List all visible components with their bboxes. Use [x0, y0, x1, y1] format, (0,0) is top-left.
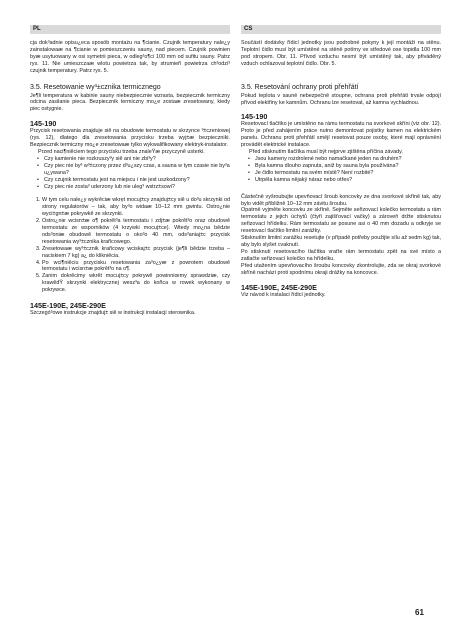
list-item: 3. Zresetowaæ wy³±cznik krañcowy wciskaj±c przycisk (je¶li bêdzie trzeba – naciskiem 7 kg) a¿ do klikniêcia.	[42, 246, 230, 260]
list-item: • Czy piec nie zosta³ uderzony lub nie uleg³ wstrz±sowi?	[44, 184, 230, 191]
czech-column	[241, 25, 441, 299]
cs-step-remove: Opatrně vyjměte koncovku ze skříně. Sejměte seřizovací kolečko termostatu a rám termostatu z jejich úchytů (čtyři zajišťovací vačky) a zároveň držte stisknutou seřizovací hřídelku. Rám termostatu se posune asi o 40 mm dozadu a odkryje se resetovací tlačítko limitní zarážky.	[241, 207, 441, 235]
pl-steps-list	[30, 197, 230, 294]
list-item: • Czy piec nie by³ w³±czony przez d³u¿szy czas, a sauna w tym czasie nie by³a u¿ywana?	[44, 163, 230, 177]
list-item: 2. Ostro¿nie wcisn±æ o¶ pokrêt³a termostatu i zdj±æ pokrêt³o oraz obudowê termostatu ze wsporników (4 krzywki mocuj±ce). Wtedy mo¿na bêdzie ods³oniæ obudowê termostatu o oko³o 40 mm, ods³aniaj±c przycisk resetowania wy³±cznika krañcowego.	[42, 218, 230, 246]
cs-intro-paragraph: Součástí dodávky řídicí jednotky jsou podrobné pokyny k její montáži na stěnu. Teplotní čidlo musí být umístěné na stěně potírny ve středové ose topidla 100 mm pod stropem. Obr. 11. Přívod vzduchu nesmí být umístěný tak, aby přiváděný vzduch ochlazoval teplotní čidlo. Obr. 5.	[241, 40, 441, 67]
cs-check-list	[241, 156, 441, 184]
pl-reset-intro: Je¶li temperatura w kabinie sauny niebezpiecznie wzrasta, bezpiecznik termiczny odcina zasilanie pieca. Bezpiecznik termiczny mo¿e zostaæ zresetowany, kiedy piec ostygnie.	[30, 92, 230, 113]
cs-model-heading-2: 145E-190E, 245E-290E	[241, 283, 317, 293]
list-item: • Utrpěla kamna nějaký náraz nebo otřes?	[255, 177, 441, 184]
cs-reset-intro: Pokud teplota v sauně nebezpečně stoupne, ochrana proti přehřátí trvale odpojí přívod elektřiny ke kamnům. Ochranu lze resetovat, až kamna vychladnou.	[241, 92, 441, 106]
pl-intro-paragraph: cja dok³adnie opisu¿eca sposób montażu na ¶cianie. Czujnik temperatury nale¿y zainstalowaæ na ¶cianie w pomieszczeniu sauny, nad piecem. Czujnik powinien byæ usytuowany w osi symetrii pieca, w odleg³o¶ci 100 mm od sufitu sauny. Patrz rys. 11. Nie umieszczaæ wlotu powietrza tak, by strumieñ powietrza ch³odzi³ czujnik temperatury. Patrz rys. 5.	[30, 40, 230, 74]
list-item: • Je čidlo termostatu na svém místě? Není rozbité?	[255, 170, 441, 177]
list-item: 5. Zanim dokrêcimy wkrêt mocuj±cy pokrywê powinniœmy sprawdziæ, czy krawêdŸ skrzynki elektrycznej wesz³a do koñca w rowek wykonany w pokrywce.	[42, 273, 230, 294]
list-item: • Czy kamienie nie rozkruszy³y siê ani nie zbi³y?	[44, 156, 230, 163]
list-item: • Czy czujnik termostatu jest na miejscu i nie jest uszkodzony?	[44, 177, 230, 184]
list-item: 4. Po wci¶niêciu przycisku resetowania za³o¿yæ z powrotem obudowê termostatu i wcisn±æ pokrêt³o na o¶.	[42, 260, 230, 274]
cs-step-unscrew: Částečně vyšroubujte upevňovací šroub koncovky ze dna svorkové skříně tak, aby bylo vidět přibližně 10–12 mm závitu šroubu.	[241, 193, 441, 207]
list-item: 1. W tym celu nale¿y wykrêciæ wkręt mocuj±cy znajduj±cy siê u do³u skrzynki od strony regulatorów – tak, aby by³o widaæ 10–12 mm gwintu. Ostro¿nie wyci±gn±æ pokrywkê ze skrzynki.	[42, 197, 230, 218]
cs-step-refit: Po stisknutí resetovacího tlačítka vraťte rám termostatu zpět na své místo a zatlačte seřizovací kolečko na hřídelku.	[241, 248, 441, 262]
pl-controller-note: Szczegó³owe instrukcje znajduj± siê w instrukcji instalacji sterownika.	[30, 310, 196, 317]
cs-cause-paragraph: Před stisknutím tlačítka musí být nejprve zjištěna příčina závady.	[249, 149, 403, 156]
page-number: 61	[415, 608, 424, 617]
cs-model-heading-1: 145-190	[241, 112, 268, 122]
pl-model-heading-2: 145E-190E, 245E-290E	[30, 301, 106, 311]
polish-column	[30, 25, 230, 317]
language-label-pl: PL	[30, 25, 230, 34]
cs-section-heading: 3.5. Resetování ochrany proti přehřátí	[241, 83, 359, 91]
pl-section-heading: 3.5. Resetowanie wy³±cznika termicznego	[30, 83, 161, 91]
cs-controller-note: Viz návod k instalaci řídicí jednotky.	[241, 292, 326, 299]
pl-reset-paragraph: Przycisk resetowania znajduje siê na obudowie termostatu w skrzynce ³±czeniowej (rys. 12), dlatego dla zresetowania przycisku trzeba wyj±æ bezpieczniki. Bezpiecznik termiczny mo¿e zresetowaæ tylko wykwalifikowany elektryk-instalator.	[30, 128, 230, 149]
cs-reset-paragraph: Resetovací tlačítko je umístěno na rámu termostatu na svorkové skříni (viz obr. 12). Proto je před zahájením práce nutno demontovat pojistky kamen na elektrickém panelu. Ochranu proti přehřátí smějí resetovat pouze osoby, které mají oprávnění provádět elektrické instalace.	[241, 121, 441, 149]
list-item: • Jsou kameny rozdrolené nebo namačkané jeden na druhém?	[255, 156, 441, 163]
language-label-cs: CS	[241, 25, 441, 34]
pl-cause-paragraph: Przed naci¶niêciem tego przycisku trzeba znaleŸæ przyczynê usterki.	[38, 148, 205, 155]
cs-step-press: Stisknutím limitní zarážku resetujte (v případě potřeby použijte sílu až sedm kg) tak, aby bylo slyšet cvaknutí.	[241, 235, 441, 248]
cs-step-check: Před utažením upevňovacího šroubu koncovky zkontrolujte, zda se okraj svorkové skříně nachází proti spodnímu okraji drážky na koncovce.	[241, 262, 441, 276]
list-item: • Byla kamna dlouho zapnuta, aniž by sauna byla používána?	[255, 163, 441, 170]
pl-model-heading-1: 145-190	[30, 119, 57, 129]
pl-check-list	[30, 156, 230, 191]
